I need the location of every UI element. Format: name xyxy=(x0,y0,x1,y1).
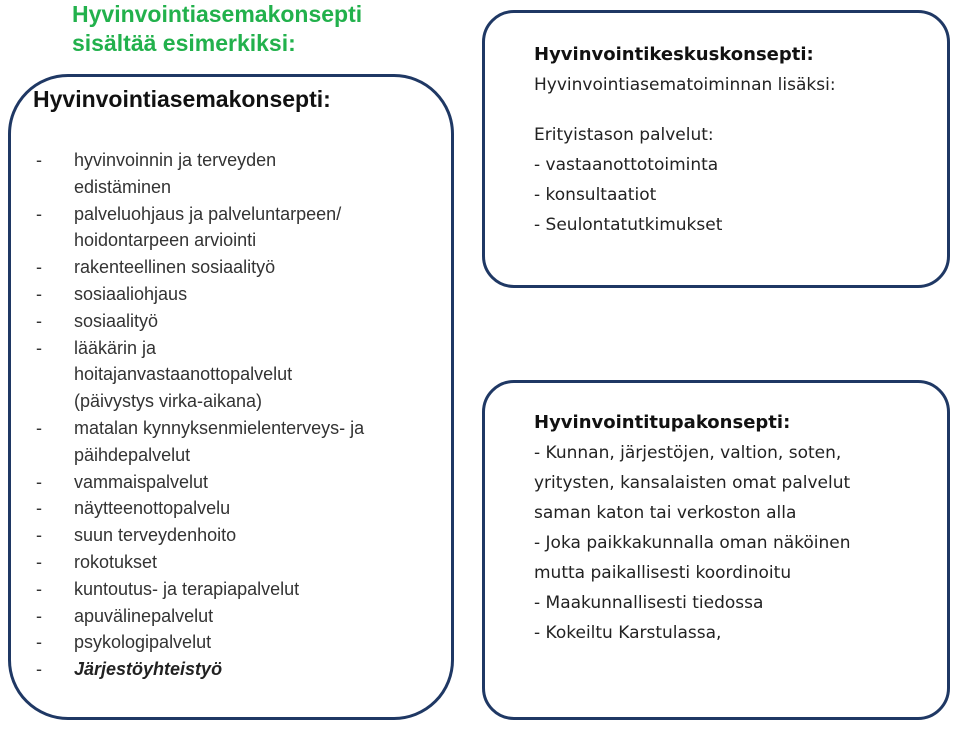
erityistaso-label: Erityistason palvelut: xyxy=(534,125,714,145)
list-item xyxy=(36,281,446,308)
list-item xyxy=(36,227,446,254)
tupa-line: - Kokeiltu Karstulassa, xyxy=(534,623,722,643)
list-item xyxy=(36,576,446,603)
list-dash: - xyxy=(36,605,42,626)
list-dash: - xyxy=(36,150,42,170)
list-item xyxy=(36,335,446,362)
tupa-line: saman katon tai verkoston alla xyxy=(534,503,797,523)
list-item xyxy=(36,147,446,174)
list-item-text: kuntoutus- ja terapiapalvelut xyxy=(74,578,300,599)
list-dash: - xyxy=(36,525,42,546)
tupa-line: mutta paikallisesti koordinoitu xyxy=(534,563,792,583)
list-item xyxy=(36,388,446,415)
list-item-text: sosiaaliohjaus xyxy=(74,283,188,304)
page-heading-line-1: Hyvinvointiasemakonsepti xyxy=(72,1,363,27)
list-item-text: (päivystys virka-aikana) xyxy=(74,391,263,412)
hyvinvointitupa-content xyxy=(534,408,944,648)
list-item-text: matalan kynnyksenmielenterveys- ja xyxy=(74,417,365,438)
list-item-text: Järjestöyhteistyö xyxy=(74,659,223,680)
spacer xyxy=(534,100,944,120)
list-item-text: edistäminen xyxy=(74,176,172,197)
list-dash: - xyxy=(36,203,42,224)
list-item xyxy=(36,254,446,281)
list-dash: - xyxy=(36,283,42,304)
list-item-text: psykologipalvelut xyxy=(74,632,212,653)
list-item xyxy=(36,308,446,335)
list-item xyxy=(36,603,446,630)
list-item-text: päihdepalvelut xyxy=(74,444,191,465)
list-dash: - xyxy=(36,310,42,331)
list-dash: - xyxy=(36,551,42,572)
list-item xyxy=(36,415,446,442)
list-item xyxy=(36,522,446,549)
list-item-text: apuvälinepalvelut xyxy=(74,605,214,626)
tupa-line: - Joka paikkakunnalla oman näköinen xyxy=(534,533,851,553)
list-dash: - xyxy=(36,471,42,492)
list-dash: - xyxy=(36,632,42,653)
hyvinvointikeskus-content xyxy=(534,40,944,240)
list-item-text: vammaispalvelut xyxy=(74,471,209,492)
list-dash: - xyxy=(36,659,42,680)
page-heading-line-2: sisältää esimerkiksi: xyxy=(72,30,296,56)
page-heading xyxy=(72,0,432,58)
list-dash: - xyxy=(36,498,42,519)
list-dash: - xyxy=(36,578,42,599)
list-item xyxy=(36,495,446,522)
tupa-line: - Kunnan, järjestöjen, valtion, soten, xyxy=(534,443,842,463)
list-dash: - xyxy=(36,337,42,358)
keskus-line: - Seulontatutkimukset xyxy=(534,215,723,235)
list-item-text: hoitajanvastaanottopalvelut xyxy=(74,364,293,385)
hyvinvointitupa-title: Hyvinvointitupakonsepti: xyxy=(534,412,791,433)
list-item-text: näytteenottopalvelu xyxy=(74,498,231,519)
list-item xyxy=(36,549,446,576)
list-dash: - xyxy=(36,417,42,438)
keskus-line: - vastaanottotoiminta xyxy=(534,155,719,175)
hyvinvointikeskus-subtitle: Hyvinvointiasematoiminnan lisäksi: xyxy=(534,75,836,95)
list-dash: - xyxy=(36,257,42,278)
keskus-line: - konsultaatiot xyxy=(534,185,657,205)
hyvinvointikeskus-title: Hyvinvointikeskuskonsepti: xyxy=(534,44,814,65)
list-item-text: rokotukset xyxy=(74,551,158,572)
list-item xyxy=(36,361,446,388)
list-item-text: suun terveydenhoito xyxy=(74,525,237,546)
list-item-text: rakenteellinen sosiaalityö xyxy=(74,257,276,278)
list-item-text: hoidontarpeen arviointi xyxy=(74,230,257,251)
list-item xyxy=(36,201,446,228)
list-item-emphasized xyxy=(36,656,446,683)
tupa-line: yritysten, kansalaisten omat palvelut xyxy=(534,473,851,493)
list-item xyxy=(36,174,446,201)
hyvinvointiasema-title: Hyvinvointiasemakonsepti: xyxy=(33,86,331,112)
list-item xyxy=(36,469,446,496)
list-item-text: palveluohjaus ja palveluntarpeen/ xyxy=(74,203,342,224)
hyvinvointiasema-list xyxy=(36,147,446,683)
list-item-text: lääkärin ja xyxy=(74,337,157,358)
list-item xyxy=(36,629,446,656)
tupa-line: - Maakunnallisesti tiedossa xyxy=(534,593,764,613)
list-item xyxy=(36,442,446,469)
list-item-text: hyvinvoinnin ja terveyden xyxy=(74,150,277,170)
list-item-text: sosiaalityö xyxy=(74,310,159,331)
